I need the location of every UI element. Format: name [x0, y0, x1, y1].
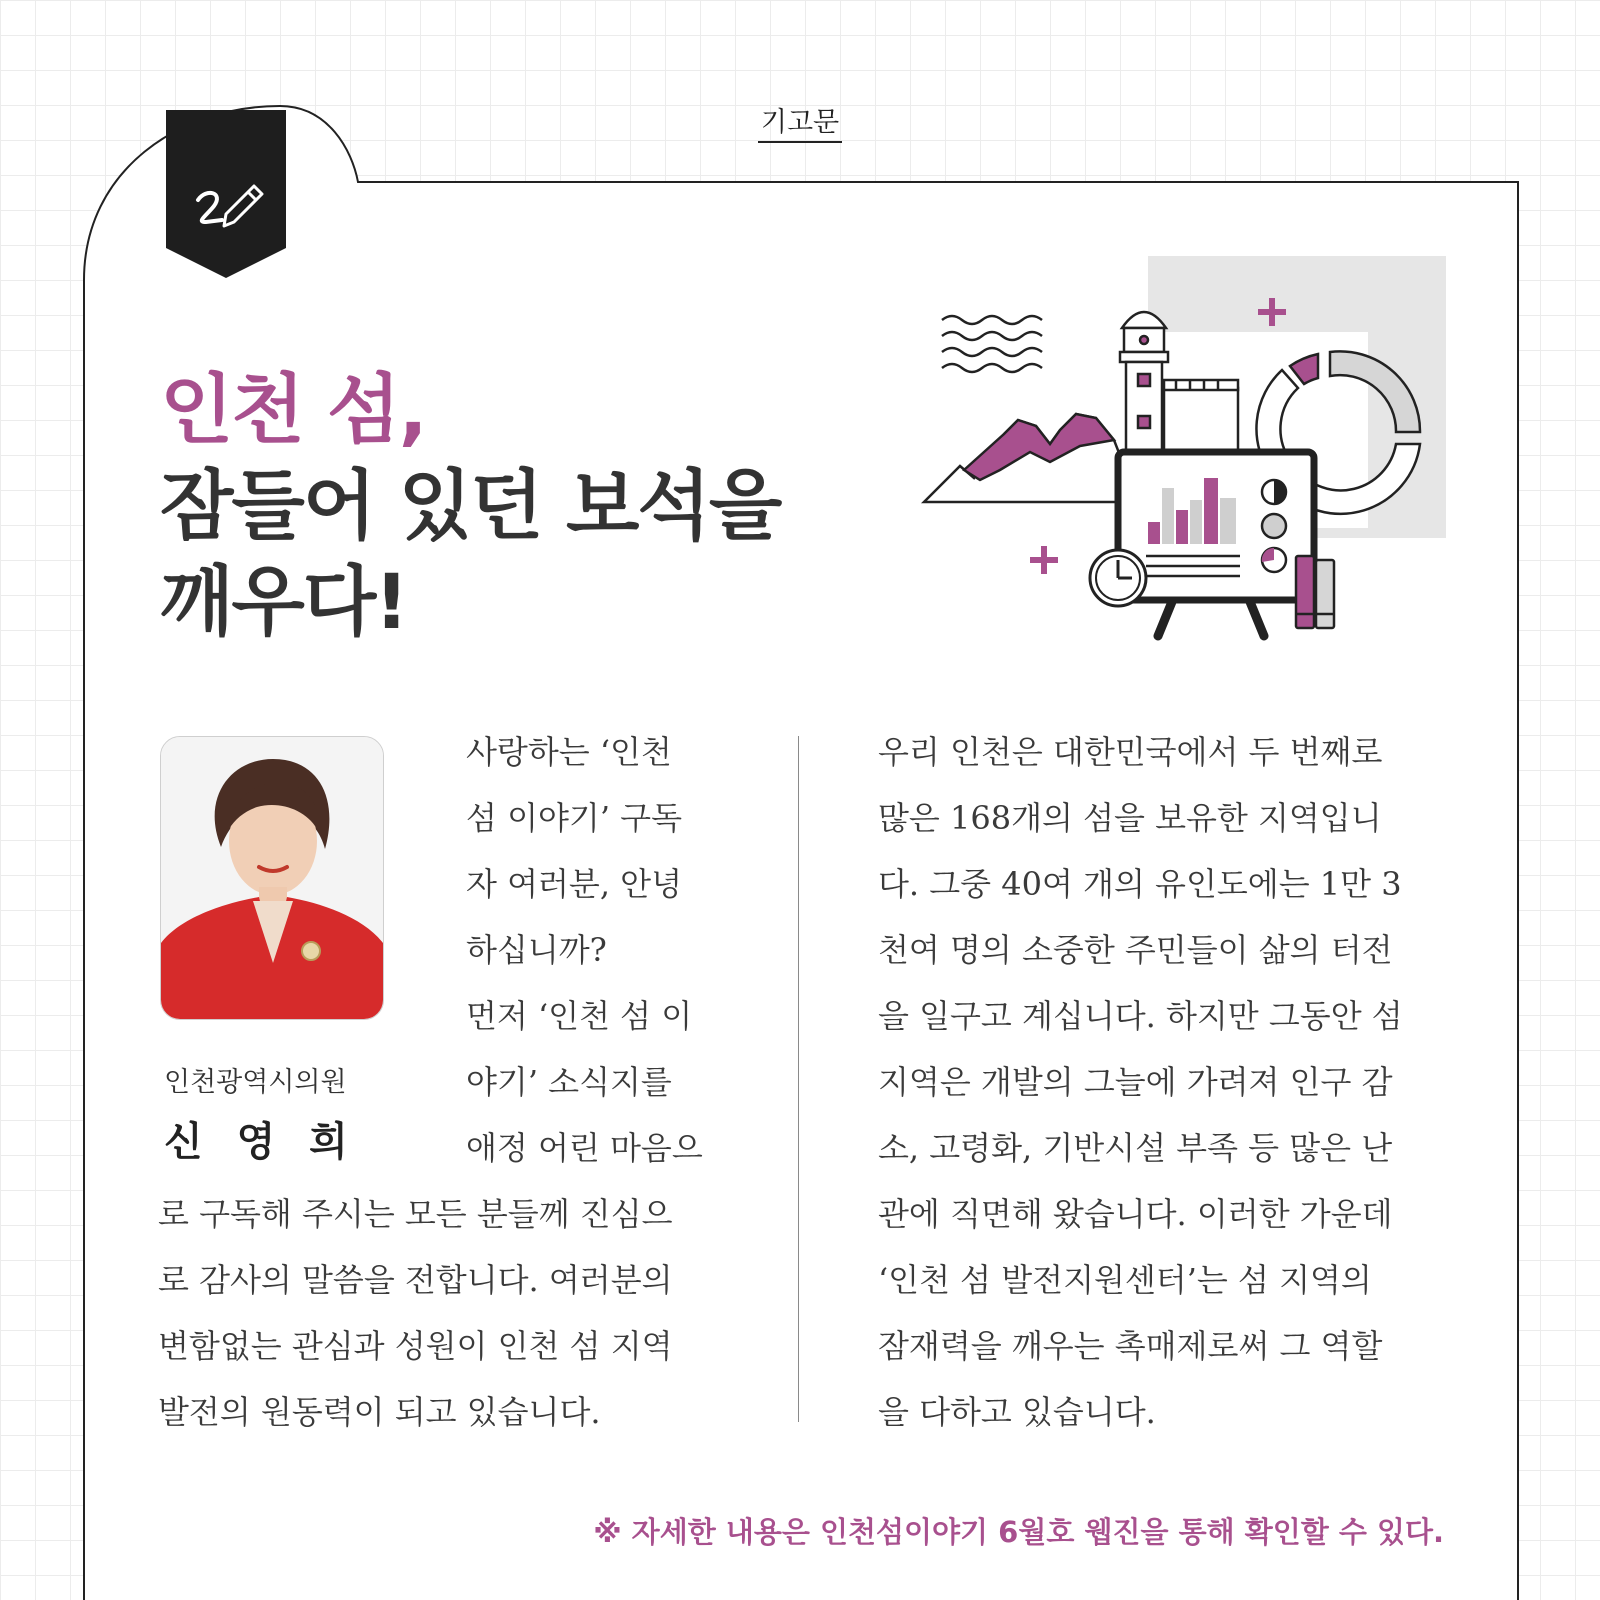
right-body-line: 많은 168개의 섬을 보유한 지역입니 — [878, 799, 1382, 837]
title-line-3: 깨우다! — [160, 557, 407, 646]
right-body-line: 잠재력을 깨우는 촉매제로써 그 역할 — [878, 1327, 1383, 1365]
left-body-line: 변함없는 관심과 성원이 인천 섬 지역 — [158, 1327, 673, 1365]
left-body-line: 로 감사의 말씀을 전합니다. 여러분의 — [158, 1261, 673, 1299]
books-icon — [1296, 556, 1334, 628]
left-body-line: 발전의 원동력이 되고 있습니다. — [158, 1393, 601, 1431]
left-body-line: 하십니까? — [466, 931, 607, 969]
title-line-1: 인천 섬, — [160, 365, 426, 454]
author-photo — [160, 736, 384, 1020]
right-body-line: 지역은 개발의 그늘에 가려져 인구 감 — [878, 1063, 1393, 1101]
right-body-line: 을 다하고 있습니다. — [878, 1393, 1156, 1431]
left-body-line: 먼저 ‘인천 섬 이 — [466, 997, 693, 1035]
left-body-line: 야기’ 소식지를 — [466, 1063, 672, 1101]
author-role: 인천광역시의원 — [164, 1067, 347, 1098]
column-divider — [798, 736, 799, 1422]
right-body-line: 관에 직면해 왔습니다. 이러한 가운데 — [878, 1195, 1393, 1233]
bookmark-badge — [166, 110, 286, 278]
right-body-line: 소, 고령화, 기반시설 부족 등 많은 난 — [878, 1129, 1393, 1167]
clock-icon — [1090, 550, 1146, 606]
right-body-line: 다. 그중 40여 개의 유인도에는 1만 3 — [878, 865, 1402, 903]
left-body-line: 로 구독해 주시는 모든 분들께 진심으 — [158, 1195, 673, 1233]
right-body-line: 을 일구고 계십니다. 하지만 그동안 섬 — [878, 997, 1403, 1035]
section-label: 기고문 — [758, 100, 842, 143]
right-body-line: ‘인천 섬 발전지원센터’는 섬 지역의 — [878, 1261, 1372, 1299]
right-body-line: 우리 인천은 대한민국에서 두 번째로 — [878, 733, 1383, 771]
left-body-line: 애정 어린 마음으 — [466, 1129, 703, 1167]
title-line-2: 잠들어 있던 보석을 — [160, 461, 781, 550]
article-title — [160, 362, 780, 650]
left-body-line: 섬 이야기’ 구독 — [466, 799, 682, 837]
footnote: ※ 자세한 내용은 인천섬이야기 6월호 웹진을 통해 확인할 수 있다. — [593, 1515, 1444, 1549]
right-body-line: 천여 명의 소중한 주민들이 삶의 터전 — [878, 931, 1393, 969]
author-name: 신 영 희 — [164, 1119, 358, 1165]
left-body-line: 사랑하는 ‘인천 — [466, 733, 672, 771]
left-body-line: 자 여러분, 안녕 — [466, 865, 682, 903]
